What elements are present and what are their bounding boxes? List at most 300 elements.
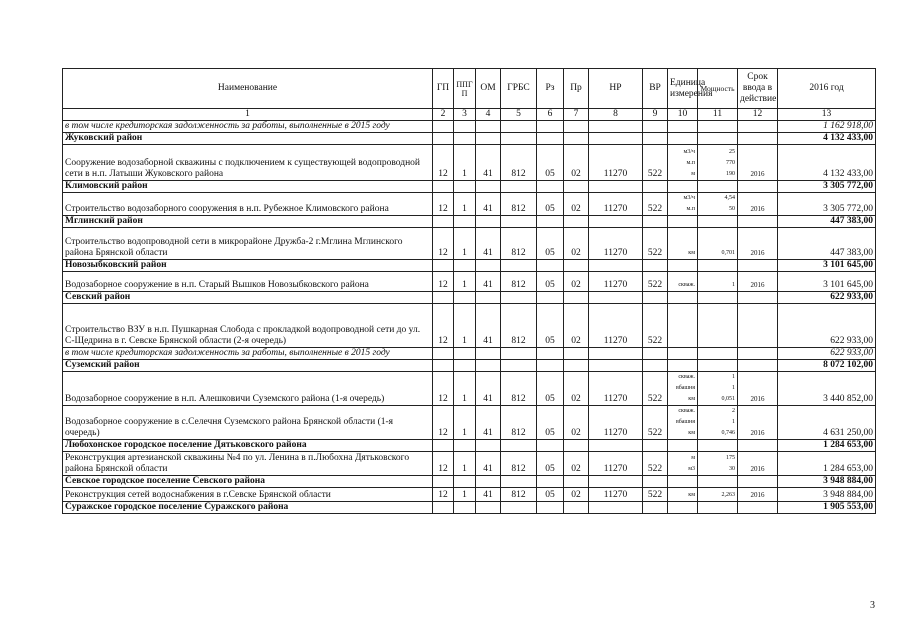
column-index: 7	[564, 109, 589, 121]
header-unit: Единица измерения	[668, 69, 698, 109]
header-grbs: ГРБС	[501, 69, 537, 109]
code-pr: 02	[564, 272, 589, 292]
budget-table	[62, 68, 876, 514]
empty-cell	[738, 121, 778, 133]
empty-cell	[501, 292, 537, 304]
code-nr: 11270	[589, 304, 643, 348]
term-year: 2016	[738, 488, 778, 502]
unit-cell	[668, 193, 698, 216]
code-gp: 12	[433, 488, 454, 502]
page-number: 3	[870, 600, 875, 611]
district-name: Климовский район	[63, 181, 433, 193]
unit-value: м.п	[686, 160, 695, 166]
empty-cell	[537, 216, 564, 228]
code-vr: 522	[643, 406, 668, 440]
unit-value: вбашня	[675, 385, 695, 391]
empty-cell	[454, 216, 476, 228]
code-grbs: 812	[501, 145, 537, 181]
power-value: 190	[726, 171, 735, 177]
table-row	[63, 452, 876, 476]
code-nr: 11270	[589, 145, 643, 181]
empty-cell	[668, 133, 698, 145]
empty-cell	[476, 181, 501, 193]
header-year: 2016 год	[778, 69, 876, 109]
unit-cell	[668, 406, 698, 440]
header-term: Срок ввода в действие	[738, 69, 778, 109]
empty-cell	[476, 133, 501, 145]
empty-cell	[454, 502, 476, 514]
item-name: Строительство ВЗУ в н.п. Пушкарная Слобода с прокладкой водопроводной сети до ул. С-Щедрина в г. Севске Брянской области (2-я очередь)	[63, 304, 433, 348]
table-row	[63, 145, 876, 181]
header-ppgp: ППГП	[454, 69, 476, 109]
empty-cell	[698, 260, 738, 272]
empty-cell	[698, 133, 738, 145]
amount-value: 622 933,00	[778, 348, 876, 360]
empty-cell	[433, 292, 454, 304]
code-om: 41	[476, 488, 501, 502]
empty-cell	[501, 476, 537, 488]
empty-cell	[668, 292, 698, 304]
district-row	[63, 133, 876, 145]
empty-cell	[643, 181, 668, 193]
table-body	[63, 121, 876, 514]
code-om: 41	[476, 272, 501, 292]
code-gp: 12	[433, 272, 454, 292]
column-index: 13	[778, 109, 876, 121]
empty-cell	[433, 181, 454, 193]
empty-cell	[501, 181, 537, 193]
term-year: 2016	[738, 272, 778, 292]
code-vr: 522	[643, 272, 668, 292]
empty-cell	[738, 260, 778, 272]
code-gp: 12	[433, 145, 454, 181]
code-vr: 522	[643, 228, 668, 260]
code-om: 41	[476, 372, 501, 406]
empty-cell	[589, 121, 643, 133]
empty-cell	[564, 348, 589, 360]
column-index: 12	[738, 109, 778, 121]
amount-value: 4 631 250,00	[778, 406, 876, 440]
code-rz: 05	[537, 145, 564, 181]
district-name: Суземский район	[63, 360, 433, 372]
power-value: 4,54	[724, 195, 735, 201]
header-vr: ВР	[643, 69, 668, 109]
empty-cell	[668, 181, 698, 193]
empty-cell	[643, 360, 668, 372]
amount-value: 3 101 645,00	[778, 272, 876, 292]
table-row	[63, 228, 876, 260]
empty-cell	[537, 360, 564, 372]
amount-value: 1 284 653,00	[778, 440, 876, 452]
empty-cell	[668, 260, 698, 272]
empty-cell	[564, 181, 589, 193]
code-rz: 05	[537, 488, 564, 502]
empty-cell	[476, 348, 501, 360]
empty-cell	[433, 502, 454, 514]
empty-cell	[537, 348, 564, 360]
empty-cell	[454, 181, 476, 193]
empty-cell	[501, 502, 537, 514]
empty-cell	[668, 121, 698, 133]
amount-value: 3 305 772,00	[778, 193, 876, 216]
power-cell	[698, 406, 738, 440]
unit-value: км	[688, 396, 695, 402]
empty-cell	[454, 133, 476, 145]
unit-value: м	[691, 171, 695, 177]
code-om: 41	[476, 304, 501, 348]
code-ppgp: 1	[454, 488, 476, 502]
table-row	[63, 193, 876, 216]
item-name: Сооружение водозаборной скважины с подключением к существующей водопроводной сети в н.п. Латыши Жуковского района	[63, 145, 433, 181]
empty-cell	[698, 348, 738, 360]
unit-cell	[668, 228, 698, 260]
header-name: Наименование	[63, 69, 433, 109]
power-cell	[698, 304, 738, 348]
empty-cell	[433, 121, 454, 133]
empty-cell	[698, 440, 738, 452]
unit-cell	[668, 145, 698, 181]
code-gp: 12	[433, 406, 454, 440]
unit-cell	[668, 304, 698, 348]
empty-cell	[476, 502, 501, 514]
power-value: 0,051	[721, 396, 735, 402]
code-pr: 02	[564, 145, 589, 181]
power-cell	[698, 452, 738, 476]
power-value: 1	[732, 385, 735, 391]
index-row	[63, 109, 876, 121]
code-ppgp: 1	[454, 145, 476, 181]
code-gp: 12	[433, 372, 454, 406]
header-rz: Рз	[537, 69, 564, 109]
empty-cell	[433, 440, 454, 452]
code-rz: 05	[537, 406, 564, 440]
code-nr: 11270	[589, 193, 643, 216]
amount-value: 622 933,00	[778, 304, 876, 348]
empty-cell	[501, 133, 537, 145]
code-om: 41	[476, 228, 501, 260]
code-pr: 02	[564, 304, 589, 348]
empty-cell	[433, 348, 454, 360]
empty-cell	[564, 360, 589, 372]
code-rz: 05	[537, 272, 564, 292]
header-om: ОМ	[476, 69, 501, 109]
unit-cell	[668, 488, 698, 502]
table-row	[63, 406, 876, 440]
column-index: 10	[668, 109, 698, 121]
empty-cell	[476, 440, 501, 452]
amount-value: 3 101 645,00	[778, 260, 876, 272]
empty-cell	[589, 216, 643, 228]
empty-cell	[564, 121, 589, 133]
amount-value: 8 072 102,00	[778, 360, 876, 372]
code-pr: 02	[564, 452, 589, 476]
empty-cell	[668, 216, 698, 228]
code-grbs: 812	[501, 272, 537, 292]
amount-value: 3 305 772,00	[778, 181, 876, 193]
term-year: 2016	[738, 452, 778, 476]
empty-cell	[589, 348, 643, 360]
power-cell	[698, 193, 738, 216]
code-nr: 11270	[589, 452, 643, 476]
code-om: 41	[476, 145, 501, 181]
empty-cell	[454, 292, 476, 304]
empty-cell	[589, 360, 643, 372]
empty-cell	[643, 502, 668, 514]
column-index: 3	[454, 109, 476, 121]
item-name: Водозаборное сооружение в н.п. Алешковичи Суземского района (1-я очередь)	[63, 372, 433, 406]
unit-cell	[668, 272, 698, 292]
empty-cell	[643, 348, 668, 360]
power-value: 1	[732, 419, 735, 425]
code-vr: 522	[643, 488, 668, 502]
code-rz: 05	[537, 304, 564, 348]
empty-cell	[698, 121, 738, 133]
amount-value: 3 440 852,00	[778, 372, 876, 406]
code-om: 41	[476, 406, 501, 440]
power-value: 1	[732, 282, 735, 288]
empty-cell	[564, 440, 589, 452]
power-cell	[698, 272, 738, 292]
amount-value: 4 132 433,00	[778, 133, 876, 145]
empty-cell	[454, 476, 476, 488]
code-ppgp: 1	[454, 452, 476, 476]
unit-value: м	[691, 455, 695, 461]
district-row	[63, 181, 876, 193]
column-index: 5	[501, 109, 537, 121]
amount-value: 1 905 553,00	[778, 502, 876, 514]
code-om: 41	[476, 193, 501, 216]
column-index: 4	[476, 109, 501, 121]
empty-cell	[589, 181, 643, 193]
code-grbs: 812	[501, 304, 537, 348]
code-vr: 522	[643, 193, 668, 216]
district-name: Новозыбковский район	[63, 260, 433, 272]
empty-cell	[476, 216, 501, 228]
unit-value: м3	[688, 466, 695, 472]
empty-cell	[698, 360, 738, 372]
empty-cell	[643, 476, 668, 488]
code-gp: 12	[433, 304, 454, 348]
district-row	[63, 216, 876, 228]
district-row	[63, 502, 876, 514]
empty-cell	[698, 476, 738, 488]
empty-cell	[643, 216, 668, 228]
empty-cell	[501, 440, 537, 452]
table-row	[63, 372, 876, 406]
district-row	[63, 360, 876, 372]
district-name: Жуковский район	[63, 133, 433, 145]
power-value: 0,746	[721, 430, 735, 436]
empty-cell	[668, 502, 698, 514]
empty-cell	[643, 121, 668, 133]
empty-cell	[668, 476, 698, 488]
code-pr: 02	[564, 488, 589, 502]
code-rz: 05	[537, 452, 564, 476]
empty-cell	[564, 133, 589, 145]
column-index: 8	[589, 109, 643, 121]
code-pr: 02	[564, 372, 589, 406]
term-year: 2016	[738, 372, 778, 406]
code-ppgp: 1	[454, 304, 476, 348]
unit-value: скваж.	[678, 408, 695, 414]
code-nr: 11270	[589, 272, 643, 292]
empty-cell	[564, 502, 589, 514]
empty-cell	[501, 121, 537, 133]
amount-value: 447 383,00	[778, 228, 876, 260]
unit-value: м3/ч	[683, 149, 695, 155]
code-grbs: 812	[501, 372, 537, 406]
empty-cell	[537, 121, 564, 133]
code-grbs: 812	[501, 228, 537, 260]
power-value: 50	[729, 206, 735, 212]
empty-cell	[454, 348, 476, 360]
item-name: Строительство водопроводной сети в микрорайоне Дружба-2 г.Мглина Мглинского района Брянской области	[63, 228, 433, 260]
code-pr: 02	[564, 228, 589, 260]
empty-cell	[668, 360, 698, 372]
empty-cell	[698, 216, 738, 228]
empty-cell	[698, 181, 738, 193]
unit-cell	[668, 452, 698, 476]
empty-cell	[537, 181, 564, 193]
empty-cell	[589, 440, 643, 452]
empty-cell	[501, 348, 537, 360]
code-ppgp: 1	[454, 406, 476, 440]
empty-cell	[589, 260, 643, 272]
code-vr: 522	[643, 304, 668, 348]
empty-cell	[738, 216, 778, 228]
code-ppgp: 1	[454, 193, 476, 216]
empty-cell	[564, 260, 589, 272]
empty-cell	[501, 360, 537, 372]
code-gp: 12	[433, 452, 454, 476]
power-cell	[698, 488, 738, 502]
empty-cell	[433, 216, 454, 228]
unit-value: м.п	[686, 206, 695, 212]
empty-cell	[501, 216, 537, 228]
header-row	[63, 69, 876, 109]
column-index: 1	[63, 109, 433, 121]
empty-cell	[589, 292, 643, 304]
power-value: 2,263	[721, 492, 735, 498]
code-nr: 11270	[589, 228, 643, 260]
term-year: 2016	[738, 406, 778, 440]
empty-cell	[738, 181, 778, 193]
district-name: Севский район	[63, 292, 433, 304]
header-pr: Пр	[564, 69, 589, 109]
code-om: 41	[476, 452, 501, 476]
item-name: Водозаборное сооружение в с.Селечня Суземского района Брянской области (1-я очередь)	[63, 406, 433, 440]
empty-cell	[698, 502, 738, 514]
power-value: 30	[729, 466, 735, 472]
district-name: Мглинский район	[63, 216, 433, 228]
column-index: 6	[537, 109, 564, 121]
table-row	[63, 304, 876, 348]
empty-cell	[564, 476, 589, 488]
unit-value: км	[688, 430, 695, 436]
note-row	[63, 348, 876, 360]
empty-cell	[698, 292, 738, 304]
code-grbs: 812	[501, 406, 537, 440]
empty-cell	[668, 440, 698, 452]
code-ppgp: 1	[454, 272, 476, 292]
code-grbs: 812	[501, 488, 537, 502]
empty-cell	[476, 360, 501, 372]
empty-cell	[738, 133, 778, 145]
amount-value: 622 933,00	[778, 292, 876, 304]
header-power: Мощность	[698, 69, 738, 109]
power-value: 25	[729, 149, 735, 155]
table-row	[63, 272, 876, 292]
empty-cell	[537, 476, 564, 488]
power-cell	[698, 145, 738, 181]
item-name: Строительство водозаборного сооружения в н.п. Рубежное Климовского района	[63, 193, 433, 216]
code-gp: 12	[433, 193, 454, 216]
unit-value: м3/ч	[683, 195, 695, 201]
code-nr: 11270	[589, 488, 643, 502]
amount-value: 447 383,00	[778, 216, 876, 228]
empty-cell	[476, 292, 501, 304]
empty-cell	[738, 348, 778, 360]
empty-cell	[643, 133, 668, 145]
code-rz: 05	[537, 372, 564, 406]
amount-value: 3 948 884,00	[778, 476, 876, 488]
power-cell	[698, 228, 738, 260]
code-nr: 11270	[589, 406, 643, 440]
header-nr: НР	[589, 69, 643, 109]
header-gp: ГП	[433, 69, 454, 109]
empty-cell	[668, 348, 698, 360]
empty-cell	[738, 360, 778, 372]
code-rz: 05	[537, 228, 564, 260]
power-value: 0,701	[721, 250, 735, 256]
empty-cell	[476, 476, 501, 488]
column-index: 2	[433, 109, 454, 121]
empty-cell	[454, 121, 476, 133]
code-ppgp: 1	[454, 228, 476, 260]
code-grbs: 812	[501, 193, 537, 216]
empty-cell	[537, 133, 564, 145]
empty-cell	[433, 360, 454, 372]
district-name: Любохонское городское поселение Дятьковского района	[63, 440, 433, 452]
code-vr: 522	[643, 452, 668, 476]
amount-value: 3 948 884,00	[778, 488, 876, 502]
unit-cell	[668, 372, 698, 406]
empty-cell	[589, 476, 643, 488]
empty-cell	[537, 502, 564, 514]
power-value: 1	[732, 374, 735, 380]
term-year	[738, 304, 778, 348]
empty-cell	[537, 440, 564, 452]
code-ppgp: 1	[454, 372, 476, 406]
code-rz: 05	[537, 193, 564, 216]
code-nr: 11270	[589, 372, 643, 406]
note-row	[63, 121, 876, 133]
code-pr: 02	[564, 193, 589, 216]
district-name: Севское городское поселение Севского района	[63, 476, 433, 488]
district-row	[63, 260, 876, 272]
unit-value: км	[688, 492, 695, 498]
power-value: 175	[726, 455, 735, 461]
empty-cell	[433, 476, 454, 488]
unit-value: скваж.	[678, 282, 695, 288]
item-name: в том числе кредиторская задолженность за работы, выполненные в 2015 году	[63, 121, 433, 133]
unit-value: скваж.	[678, 374, 695, 380]
item-name: Реконструкция сетей водоснабжения в г.Севске Брянской области	[63, 488, 433, 502]
district-row	[63, 440, 876, 452]
district-name: Суражское городское поселение Суражского района	[63, 502, 433, 514]
code-vr: 522	[643, 372, 668, 406]
empty-cell	[454, 440, 476, 452]
